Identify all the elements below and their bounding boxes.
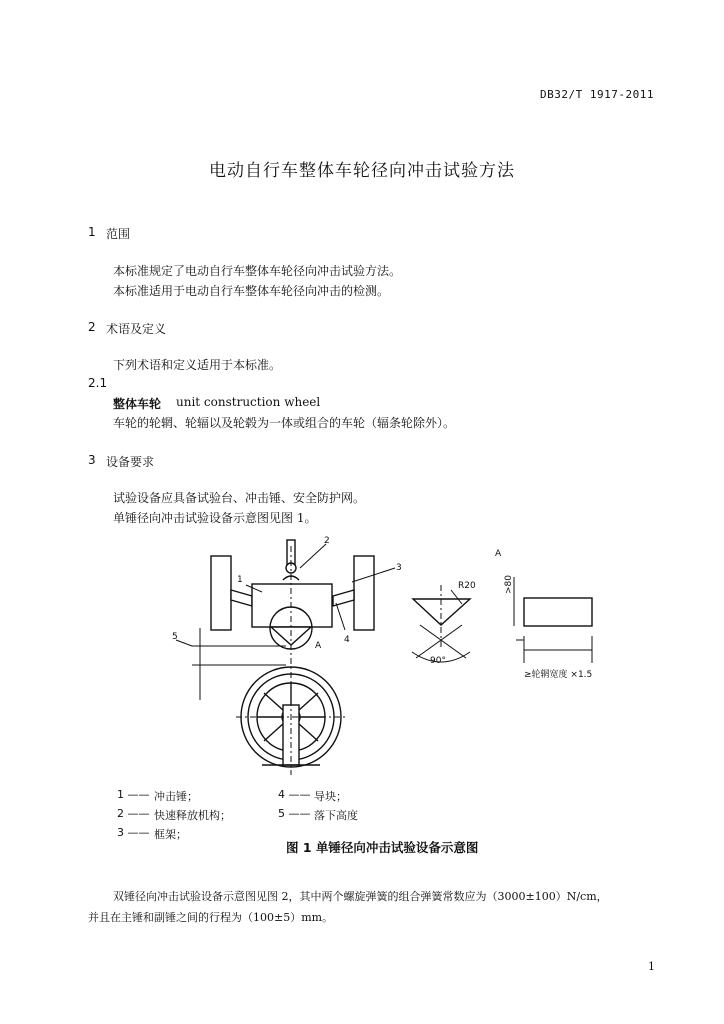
section-3-heading: 设备要求	[106, 455, 155, 469]
document-id: DB32/T 1917-2011	[540, 88, 654, 101]
section-3-paragraph-1: 试验设备应具备试验台、冲击锤、安全防护网。	[113, 491, 366, 505]
section-1-paragraph-2: 本标准适用于电动自行车整体车轮径向冲击的检测。	[113, 284, 390, 298]
subsection-2-1-number: 2.1	[88, 376, 108, 390]
legend-item-2-text: 快速释放机构；	[154, 809, 231, 822]
frame-left	[211, 556, 231, 630]
label-angle: 90°	[430, 656, 446, 666]
section-1-paragraph-1: 本标准规定了电动自行车整体车轮径向冲击试验方法。	[113, 264, 402, 278]
page-title: 电动自行车整体车轮径向冲击试验方法	[209, 161, 515, 181]
legend-item-3-num: 3 ——	[117, 826, 150, 839]
term-chinese: 整体车轮	[113, 397, 162, 411]
term-english: unit construction wheel	[176, 395, 321, 409]
legend-item-1-text: 冲击锤；	[154, 790, 198, 803]
section-1-number: 1	[88, 225, 96, 239]
section-1-heading: 范围	[106, 227, 131, 241]
closing-paragraph-line-2: 并且在主锤和副锤之间的行程为（100±5）mm。	[88, 911, 334, 924]
closing-paragraph-line-1: 双锤径向冲击试验设备示意图见图 2，其中两个螺旋弹簧的组合弹簧常数应为（3000±100）N/cm，	[113, 890, 608, 903]
impact-hammer	[252, 584, 332, 627]
label-2: 2	[324, 536, 330, 546]
label-5: 5	[172, 632, 178, 642]
term-definition: 车轮的轮辋、轮辐以及轮毂为一体或组合的车轮（辐条轮除外）。	[113, 416, 456, 430]
legend-item-5-text: 落下高度	[314, 809, 358, 822]
label-1: 1	[237, 575, 243, 585]
label-a-detail: A	[495, 549, 502, 559]
label-3: 3	[396, 563, 402, 573]
section-3-paragraph-2: 单锤径向冲击试验设备示意图见图 1。	[113, 511, 317, 525]
label-r20: R20	[458, 581, 476, 591]
section-2-number: 2	[88, 320, 96, 334]
legend-item-4-num: 4 ——	[278, 788, 311, 801]
legend-item-2-num: 2 ——	[117, 807, 150, 820]
label-a-main: A	[315, 641, 322, 651]
legend-item-5-num: 5 ——	[278, 807, 311, 820]
figure-1-caption: 图 1 单锤径向冲击试验设备示意图	[286, 840, 479, 855]
section-2-paragraph-1: 下列术语和定义适用于本标准。	[113, 358, 282, 372]
guide-block-left	[231, 590, 252, 606]
label-4: 4	[344, 635, 350, 645]
label-gt80: >80	[504, 575, 514, 594]
page-number: 1	[648, 960, 655, 973]
section-2-heading: 术语及定义	[106, 322, 167, 336]
label-width-note: ≥轮辋宽度 ×1.5	[524, 670, 593, 680]
figure-1-diagram	[160, 530, 620, 790]
frame-right	[354, 556, 374, 630]
guide-block-detail	[524, 598, 592, 626]
legend-item-1-num: 1 ——	[117, 788, 150, 801]
legend-item-4-text: 导块；	[314, 790, 347, 803]
legend-item-3-text: 框架；	[154, 828, 187, 841]
section-3-number: 3	[88, 453, 96, 467]
